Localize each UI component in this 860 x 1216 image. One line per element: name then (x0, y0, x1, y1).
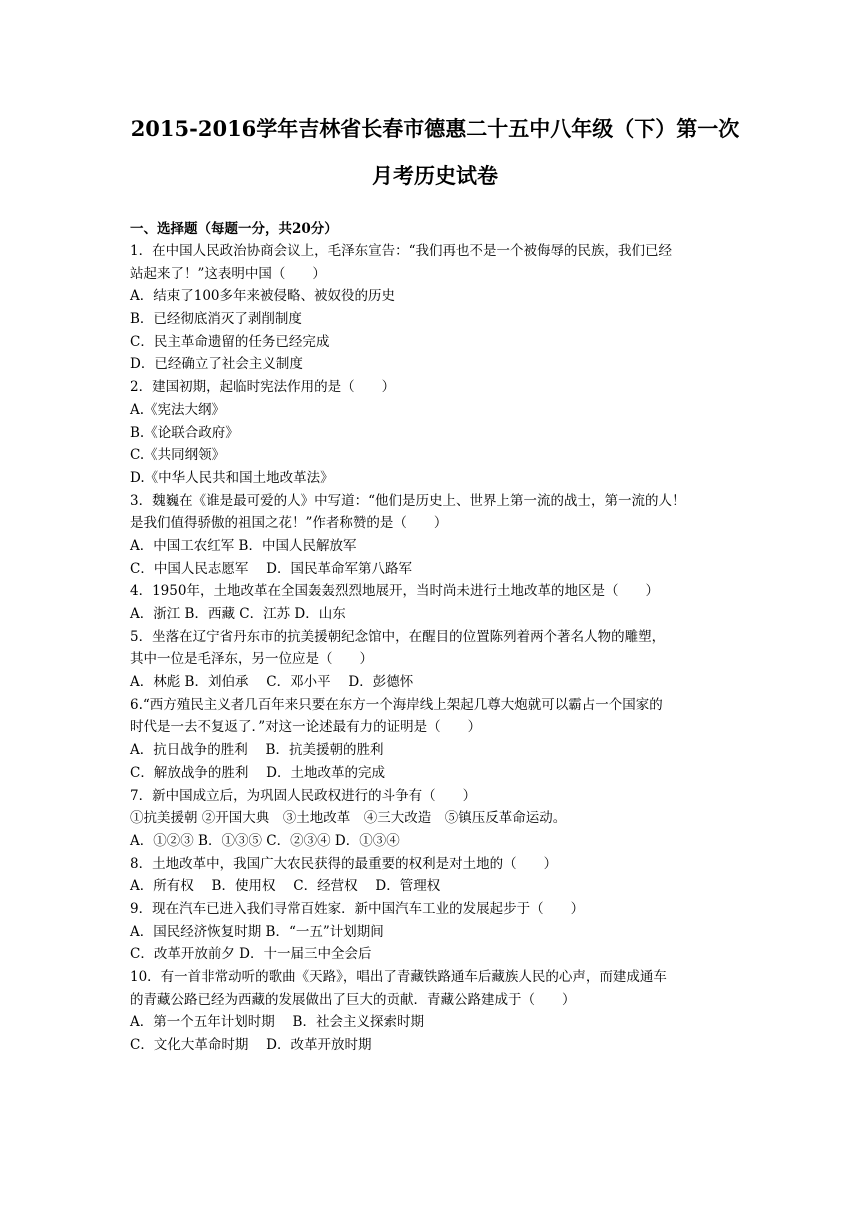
page-title-line-2: 月考历史试卷 (372, 163, 498, 188)
text-line: A．浙江 B．西藏 C．江苏 D．山东 (130, 606, 346, 622)
text-line: C．文化大革命时期 D．改革开放时期 (130, 1037, 372, 1054)
text-line: 5．坐落在辽宁省丹东市的抗美援朝纪念馆中，在醒目的位置陈列着两个著名人物的雕塑， (130, 628, 666, 645)
text-line: 9．现在汽车已进入我们寻常百姓家．新中国汽车工业的发展起步于（ ） (130, 900, 585, 917)
text-line: 6.“西方殖民主义者几百年来只要在东方一个海岸线上架起几尊大炮就可以霸占一个国家的 (130, 696, 663, 713)
text-line: B．已经彻底消灭了剥削制度 (130, 311, 302, 328)
text-line: A．国民经济恢复时期 B．“一五”计划期间 (130, 923, 384, 940)
text-line: A．中国工农红军 B．中国人民解放军 (130, 537, 357, 554)
text-line: ①抗美援朝 ②开国大典 ③土地改革 ④三大改造 ⑤镇压反革命运动。 (130, 810, 567, 827)
text-line: 其中一位是毛泽东，另一位应是（ ） (130, 651, 373, 668)
page-title-line-1: 2015-2016学年吉林省长春市德惠二十五中八年级（下）第一次 (130, 116, 740, 141)
text-line: A．①②③ B．①③⑤ C．②③④ D．①③④ (130, 832, 400, 849)
text-line: C.《共同纲领》 (130, 447, 226, 464)
text-line: D.《中华人民共和国土地改革法》 (130, 469, 334, 486)
text-line: 时代是一去不复返了．”对这一论述最有力的证明是（ ） (130, 719, 482, 736)
text-line: C．改革开放前夕 D．十一届三中全会后 (130, 946, 372, 963)
text-line: 8．土地改革中，我国广大农民获得的最重要的权利是对土地的（ ） (130, 855, 558, 872)
text-line: A．抗日战争的胜利 B．抗美援朝的胜利 (130, 742, 384, 759)
text-line: A．林彪 B．刘伯承 C．邓小平 D．彭德怀 (130, 674, 414, 691)
question-body (130, 240, 740, 1057)
text-line: C．民主革命遗留的任务已经完成 (130, 333, 330, 350)
text-line: A．所有权 B．使用权 C．经营权 D．管理权 (130, 878, 441, 895)
text-line: 10．有一首非常动听的歌曲《天路》，唱出了青藏铁路通车后藏族人民的心声，而建成通车 (130, 969, 667, 985)
text-line: 7．新中国成立后，为巩固人民政权进行的斗争有（ ） (130, 787, 477, 804)
text-line: 1．在中国人民政治协商会议上，毛泽东宣告：“我们再也不是一个被侮辱的民族，我们已经 (130, 243, 672, 259)
text-line: 4．1950年，土地改革在全国轰轰烈烈地展开，当时尚未进行土地改革的地区是（ ） (130, 583, 659, 600)
text-line: C．中国人民志愿军 D．国民革命军第八路军 (130, 560, 412, 577)
text-line: 2．建国初期，起临时宪法作用的是（ ） (130, 379, 396, 396)
text-line: 站起来了！”这表明中国（ ） (130, 265, 326, 282)
section-heading: 一、选择题（每题一分，共20分） (130, 221, 338, 237)
text-line: C．解放战争的胜利 D．土地改革的完成 (130, 764, 385, 781)
text-line: A．结束了100多年来被侵略、被奴役的历史 (130, 288, 396, 305)
text-line: A.《宪法大纲》 (130, 401, 226, 418)
text-line: D．已经确立了社会主义制度 (130, 356, 303, 373)
text-line: B.《论联合政府》 (130, 424, 239, 441)
text-line: 的青藏公路已经为西藏的发展做出了巨大的贡献．青藏公路建成于（ ） (130, 991, 576, 1008)
text-line: A．第一个五年计划时期 B．社会主义探索时期 (130, 1014, 424, 1031)
text-line: 3．魏巍在《谁是最可爱的人》中写道：“他们是历史上、世界上第一流的战士，第一流的人！ (130, 492, 686, 509)
text-line: 是我们值得骄傲的祖国之花！”作者称赞的是（ ） (130, 515, 448, 532)
